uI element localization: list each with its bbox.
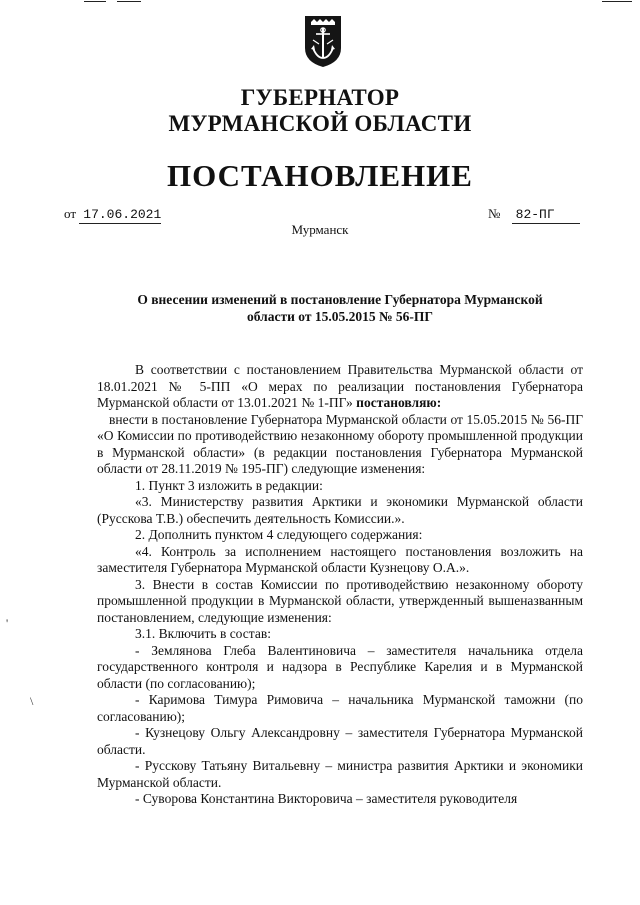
- date-value: 17.06.2021: [79, 207, 161, 224]
- list-item: - Суворова Константина Викторовича – заместителя руководителя: [135, 791, 518, 806]
- subject-line-1: О внесении изменений в постановление Губернатора Мурманской: [137, 292, 543, 307]
- paragraph: 3. Внести в состав Комиссии по противодействию незаконному обороту промышленной продукции в Мурманской области, утвержденный вышеназванным постановлением, следующие изменения:: [97, 576, 583, 625]
- scan-artifact: [117, 1, 141, 2]
- paragraph: 2. Дополнить пунктом 4 следующего содержания:: [135, 527, 423, 542]
- resolve-keyword: постановляю:: [356, 395, 442, 410]
- date-prefix: от: [64, 206, 77, 221]
- document-body: [97, 362, 583, 808]
- city: Мурманск: [291, 222, 349, 237]
- document-subject: [115, 292, 565, 325]
- paragraph-preamble: [97, 362, 583, 412]
- list-item: - Каримова Тимура Римовича – начальника Мурманской таможни (по согласованию);: [97, 692, 583, 724]
- preamble-text: В соответствии с постановлением Правительства Мурманской области от 18.01.2021 № 5-ПП «О мерах по реализации постановления Губернатора Мурманской области от 13.01.2021 № 1-ПГ»: [97, 362, 583, 410]
- scan-artifact: [602, 1, 632, 2]
- paragraph: внести в постановление Губернатора Мурманской области от 15.05.2015 № 56-ПГ «О Комиссии по противодействию незаконному обороту промышленной продукции в Мурманской области» (в редакции постановления Губернатора Мурманской области от 28.11.2019 № 195-ПГ) следующие изменения:: [97, 411, 583, 476]
- scan-artifact: \: [30, 694, 34, 708]
- number-value: 82-ПГ: [512, 207, 580, 224]
- document-type-title: ПОСТАНОВЛЕНИЕ: [167, 158, 473, 193]
- coat-of-arms-icon: [303, 14, 343, 68]
- paragraph: 1. Пункт 3 изложить в редакции:: [135, 477, 323, 493]
- paragraph: «3. Министерству развития Арктики и экономики Мурманской области (Русскова Т.В.) обеспечить деятельность Комиссии.».: [97, 494, 583, 526]
- subject-line-2: области от 15.05.2015 № 56-ПГ: [247, 308, 433, 324]
- authority-line-1: ГУБЕРНАТОР: [240, 85, 400, 110]
- scan-artifact: ': [6, 616, 9, 630]
- list-item: - Землянова Глеба Валентиновича – заместителя начальника отдела государственного контроля и надзора в Республике Карелия и в Мурманской области (по согласованию);: [97, 642, 583, 691]
- scan-artifact: [84, 1, 106, 2]
- list-item: - Кузнецову Ольгу Александровну – заместителя Губернатора Мурманской области.: [97, 725, 583, 757]
- number-prefix: №: [488, 206, 501, 221]
- list-item: - Русскову Татьяну Витальевну – министра развития Арктики и экономики Мурманской области.: [97, 758, 583, 790]
- paragraph: «4. Контроль за исполнением настоящего постановления возложить на заместителя Губернатора Мурманской области Кузнецову О.А.».: [97, 543, 583, 575]
- authority-line-2: МУРМАНСКОЙ ОБЛАСТИ: [168, 111, 472, 136]
- paragraph: 3.1. Включить в состав:: [135, 626, 271, 641]
